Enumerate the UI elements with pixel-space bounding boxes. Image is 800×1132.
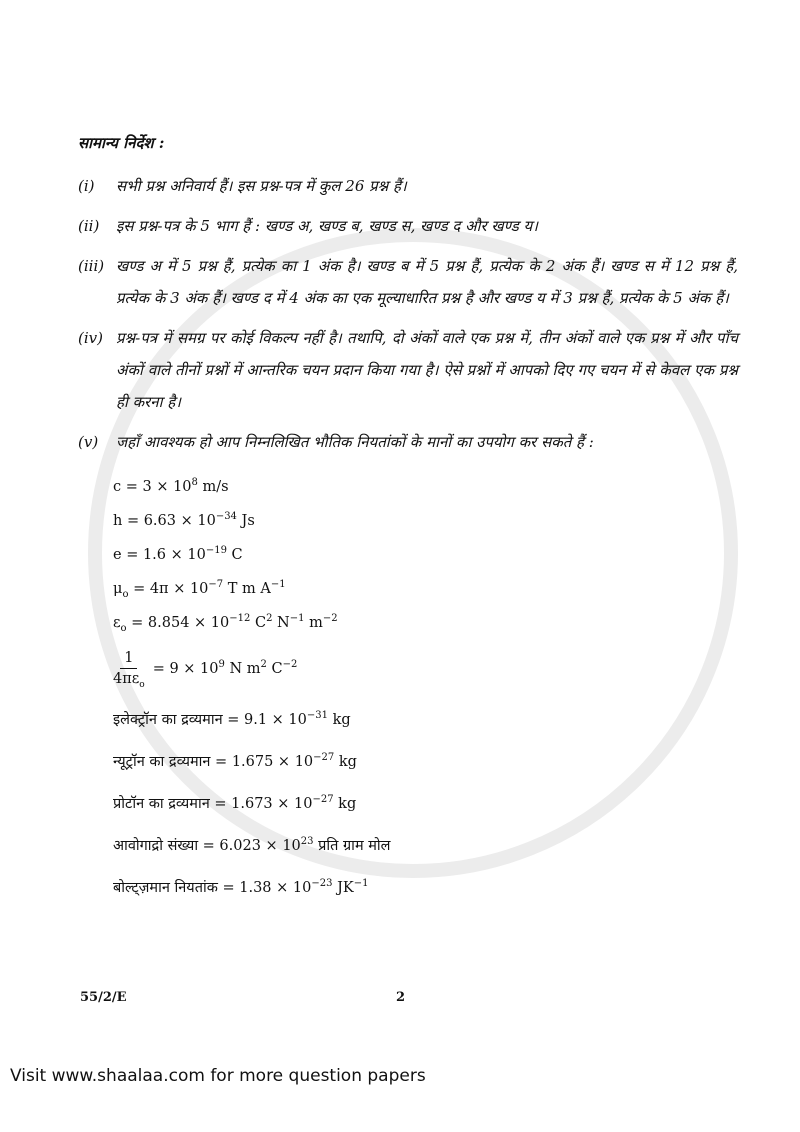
segment-text: C [266,660,283,677]
denominator [113,669,145,689]
segment-text: इलेक्ट्रॉन का द्रव्यमान = 9.1 × 10 [113,712,307,728]
instruction-item [78,322,738,418]
segment-text: Js [236,513,255,529]
segment-text: प्रोटॉन का द्रव्यमान = 1.673 × 10 [113,796,313,812]
segment-sup: −12 [229,613,251,625]
coulomb-constant [113,648,738,689]
instruction-item [78,210,738,242]
segment-sup: −1 [270,579,286,591]
item-number: (ii) [78,217,100,235]
segment-sup: −2 [322,613,338,625]
masses-list [113,699,738,909]
visit-link-text[interactable]: Visit www.shaalaa.com for more question papers [10,1066,426,1086]
constant-line [113,470,738,504]
segment-sub: o [120,622,127,634]
numerator: 1 [120,648,137,669]
constant-line [113,606,738,640]
general-instructions-heading: सामान्य निर्देश : [78,134,165,152]
segment-text: C [226,547,243,563]
segment-text: N m [224,660,261,677]
segment-text: h = 6.63 × 10 [113,513,216,529]
segment-sup: 2 [266,613,273,625]
segment-text: m [304,615,323,631]
segment-sup: −7 [208,579,224,591]
constant-line [113,741,738,783]
segment-text: = 4π × 10 [128,581,209,597]
segment-text: ε [113,615,121,631]
segment-text: JK [332,880,354,896]
item-number: (iv) [78,329,103,347]
item-number: (iii) [78,257,105,275]
segment-text: न्यूट्रॉन का द्रव्यमान = 1.675 × 10 [113,754,314,770]
constant-line [113,783,738,825]
segment-text: आवोगाद्रो संख्या = 6.023 × 10 [113,838,301,854]
constant-line [113,867,738,909]
segment-sup: 2 [260,658,267,670]
instructions-list [78,170,738,458]
segment-text: = 9 × 10 [152,660,219,677]
item-number: (v) [78,433,99,451]
constants-list [113,470,738,640]
segment-sup: −19 [205,545,227,557]
fraction [113,648,145,689]
segment-text: बोल्ट्ज़मान नियतांक = 1.38 × 10 [113,880,312,896]
segment-text: N [272,615,290,631]
segment-sup: −31 [306,710,328,722]
segment-sup: 9 [218,658,225,670]
segment-text: C [250,615,267,631]
page-number: 2 [396,990,406,1005]
segment-sup: 8 [191,477,198,489]
segment-sub: o [122,588,129,600]
item-text: इस प्रश्न-पत्र के 5 भाग हैं : खण्ड अ, खण्ड ब, खण्ड स, खण्ड द और खण्ड य। [116,217,538,235]
segment-sup: −23 [311,878,333,890]
fraction-rhs [152,658,298,677]
segment-text: e = 1.6 × 10 [113,547,206,563]
constant-line [113,504,738,538]
denominator-sub: o [139,679,145,690]
page-content [78,132,738,909]
segment-text: kg [327,712,351,728]
segment-text: c = 3 × 10 [113,479,192,495]
constant-line [113,538,738,572]
segment-sup: −27 [312,794,334,806]
segment-sup: −34 [215,511,237,523]
item-text: प्रश्न-पत्र में समग्र पर कोई विकल्प नहीं है। तथापि, दो अंकों वाले एक प्रश्न में, तीन अंकों वाले एक प्रश्न में और पाँच अंकों वाले तीनों प्रश्नों में आन्तरिक चयन प्रदान किया गया है। ऐसे प्रश्नों में आपको दिए गए चयन में से केवल एक प्रश्न ही करना है। [116,329,738,411]
paper-code: 55/2/E [80,990,127,1005]
segment-sup: −2 [282,658,298,670]
instruction-item [78,170,738,202]
item-number: (i) [78,177,95,195]
segment-sup: −1 [353,878,369,890]
segment-text: kg [334,754,357,770]
constant-line [113,699,738,741]
segment-text: प्रति ग्राम मोल [313,838,391,854]
segment-text: T m A [223,581,271,597]
item-text: जहाँ आवश्यक हो आप निम्नलिखित भौतिक नियतांकों के मानों का उपयोग कर सकते हैं : [116,433,594,451]
instruction-item [78,250,738,314]
segment-text: m/s [197,479,229,495]
denominator-text: 4πε [113,671,140,687]
segment-sup: 23 [300,836,314,848]
segment-text: μ [113,581,123,597]
item-text: सभी प्रश्न अनिवार्य हैं। इस प्रश्न-पत्र में कुल 26 प्रश्न हैं। [116,177,407,195]
item-text: खण्ड अ में 5 प्रश्न हैं, प्रत्येक का 1 अंक है। खण्ड ब में 5 प्रश्न हैं, प्रत्येक के 2 अंक हैं। खण्ड स में 12 प्रश्न हैं, प्रत्येक के 3 अंक हैं। खण्ड द में 4 अंक का एक मूल्याधारित प्रश्न है और खण्ड य में 3 प्रश्न हैं, प्रत्येक के 5 अंक हैं। [116,257,738,307]
instruction-item [78,426,738,458]
constant-line [113,572,738,606]
segment-text: kg [333,796,357,812]
segment-sup: −27 [313,752,335,764]
segment-text: = 8.854 × 10 [126,615,230,631]
constant-line [113,825,738,867]
segment-sup: −1 [289,613,305,625]
